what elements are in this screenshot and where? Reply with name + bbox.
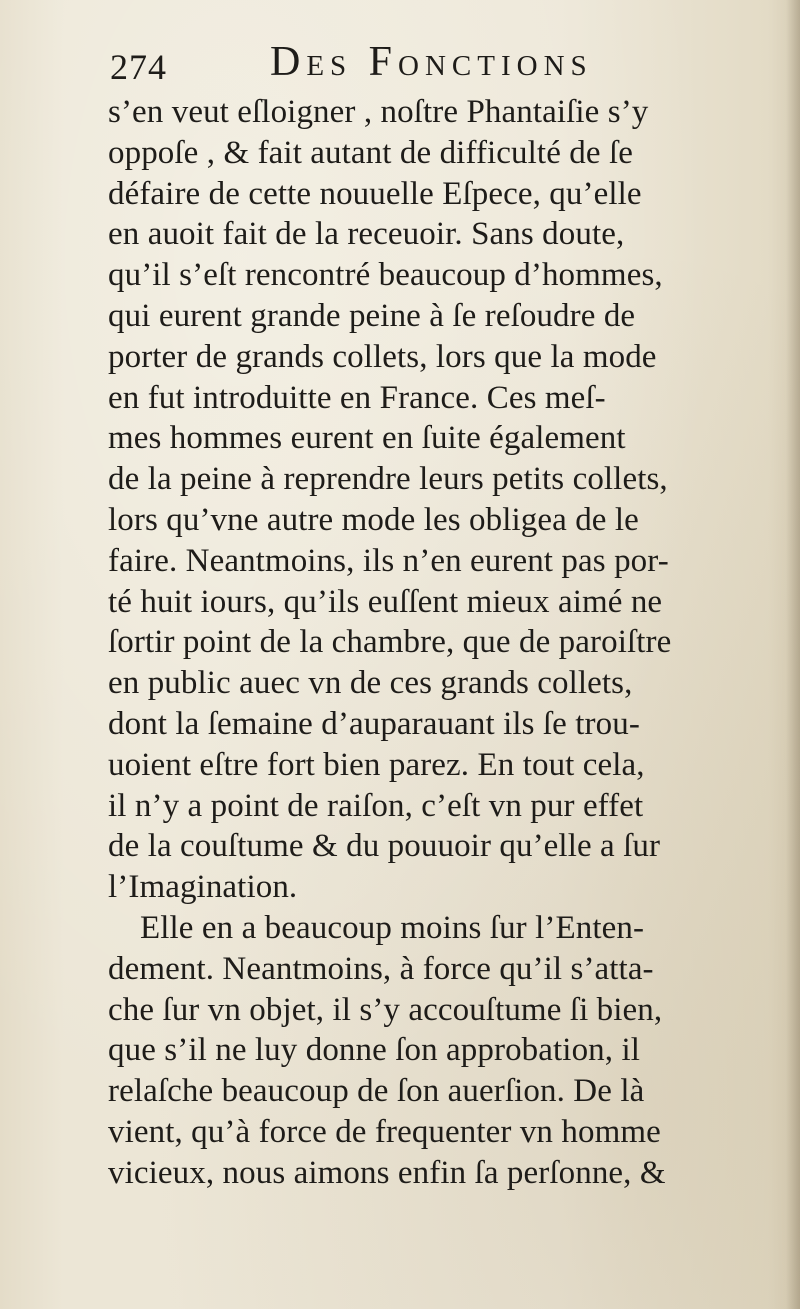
text-line: relaſche beaucoup de ſon auerſion. De là (108, 1073, 645, 1110)
text-line: ſortir point de la chambre, que de paroiſtre (108, 624, 672, 661)
text-line: en public auec vn de ces grands collets, (108, 665, 633, 702)
text-line: défaire de cette nouuelle Eſpece, qu’elle (108, 175, 642, 212)
page-edge-shadow (786, 0, 800, 1309)
text-line: que s’il ne luy donne ſon approbation, il (108, 1032, 641, 1069)
page-number: 274 (110, 47, 167, 87)
running-head (110, 38, 730, 98)
text-line: qui eurent grande peine à ſe reſoudre de (108, 297, 636, 334)
body-text (108, 92, 738, 1194)
text-line: l’Imagination. (108, 869, 298, 906)
text-line: té huit iours, qu’ils euſſent mieux aimé ne (108, 583, 663, 620)
running-title: Des Fonctions (270, 39, 593, 85)
text-line: vient, qu’à force de frequenter vn homme (108, 1113, 661, 1150)
text-line: porter de grands collets, lors que la mode (108, 338, 657, 375)
text-line: qu’il s’eſt rencontré beaucoup d’hommes, (108, 257, 663, 294)
paragraph-first-line: Elle en a beaucoup moins ſur l’Enten- (140, 909, 645, 946)
text-line: vicieux, nous aimons enfin ſa perſonne, & (108, 1154, 666, 1191)
text-line: dont la ſemaine d’auparauant ils ſe trou- (108, 705, 640, 742)
text-line: faire. Neantmoins, ils n’en eurent pas por- (108, 542, 669, 579)
text-line: che ſur vn objet, il s’y accouſtume ſi bien, (108, 991, 663, 1028)
text-line: mes hommes eurent en ſuite également (108, 420, 626, 457)
text-line: lors qu’vne autre mode les obligea de le (108, 501, 639, 538)
text-line: en fut introduitte en France. Ces meſ- (108, 379, 606, 416)
text-line: en auoit fait de la receuoir. Sans doute, (108, 216, 625, 253)
text-line: s’en veut eſloigner , noſtre Phantaiſie s’y (108, 94, 649, 130)
text-line: uoient eſtre fort bien parez. En tout cela, (108, 746, 645, 783)
text-line: oppoſe , & fait autant de difficulté de ſe (108, 134, 633, 171)
text-line: de la couſtume & du pouuoir qu’elle a ſur (108, 828, 661, 865)
text-line: de la peine à reprendre leurs petits collets, (108, 461, 668, 498)
text-line: dement. Neantmoins, à force qu’il s’atta- (108, 950, 654, 987)
text-line: il n’y a point de raiſon, c’eſt vn pur effet (108, 787, 644, 824)
